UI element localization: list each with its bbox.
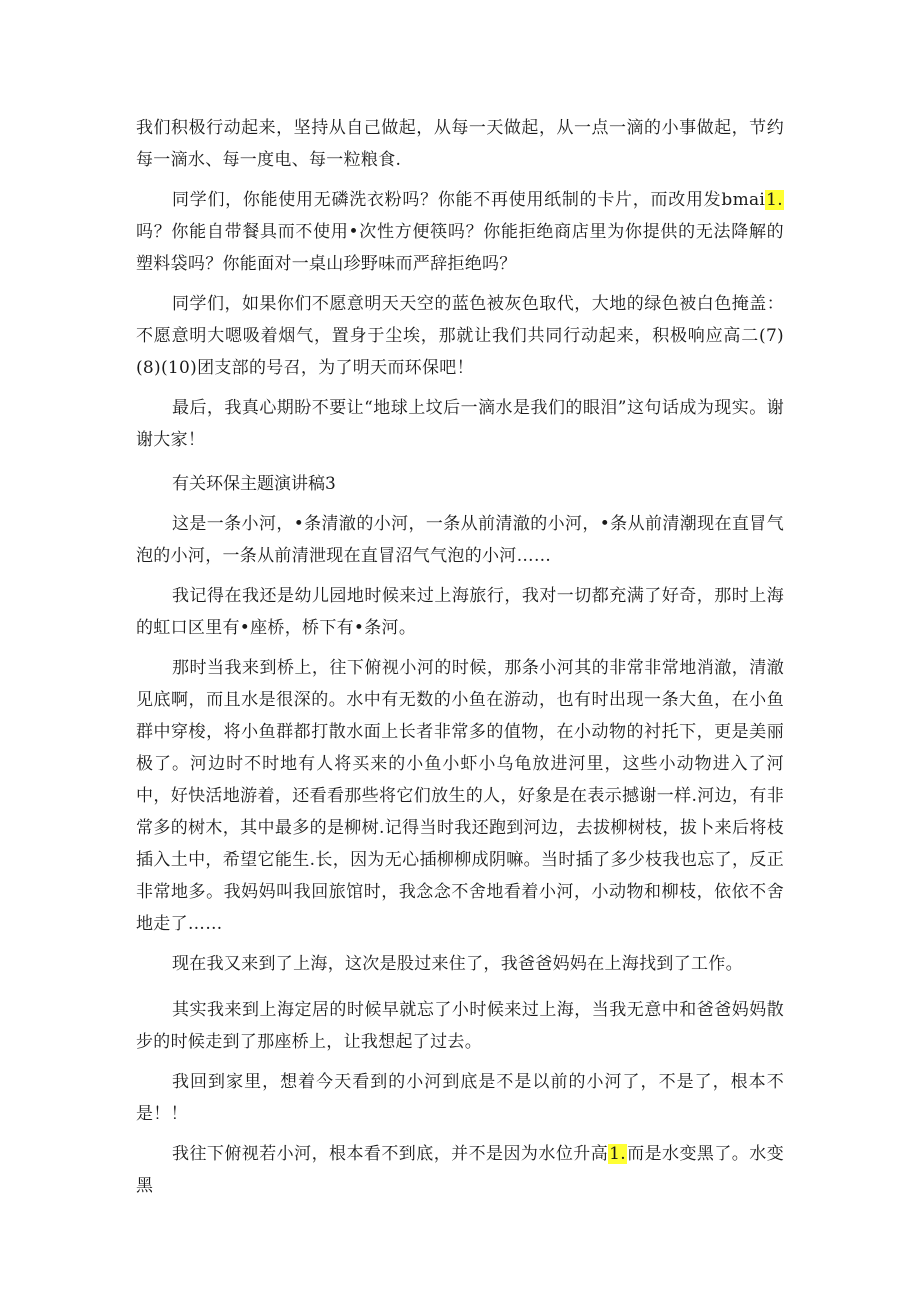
highlight-mark: 1. <box>609 1144 626 1164</box>
section-paragraph-7-text-b: 而是水变黑了。水变黑 <box>136 1144 784 1196</box>
highlight-mark: 1. <box>766 190 783 210</box>
paragraph-2-text-a: 同学们，你能使用无磷洗衣粉吗？你能不再使用纸制的卡片，而改用发bmai <box>172 190 766 210</box>
section-paragraph-7-text-a: 我往下俯视若小河，根本看不到底，并不是因为水位升高 <box>172 1144 609 1164</box>
section-paragraph-2: 我记得在我还是幼儿园地时候来过上海旅行，我对一切都充满了好奇，那时上海的虹口区里有•座桥，桥下有•条河。 <box>136 586 784 638</box>
paragraph-2 <box>136 184 784 280</box>
section-paragraph-7 <box>136 1138 784 1202</box>
section-paragraph-3: 那时当我来到桥上，往下俯视小河的时候，那条小河其的非常非常地消澈，清澈见底啊，而且水是很深的。水中有无数的小鱼在游动，也有时出现一条大鱼，在小鱼群中穿梭，将小鱼群都打散水面上长者非常多的值物，在小动物的衬托下，更是美丽极了。河边时不时地有人将买来的小鱼小虾小乌龟放进河里，这些小动物进入了河中，好快活地游着，还看看那些将它们放生的人，好象是在表示撼谢一样.河边，有非常多的树木，其中最多的是柳树.记得当时我还跑到河边，去拔柳树枝，拔卜来后将枝插入土中，希望它能生.长，因为无心插柳柳成阴嘛。当时插了多少枝我也忘了，反正非常地多。我妈妈叫我回旅馆时，我念念不舍地看着小河，小动物和柳枝，依依不舍地走了…… <box>136 658 784 934</box>
document-page <box>136 112 784 1202</box>
paragraph-3: 同学们，如果你们不愿意明天天空的蓝色被灰色取代，大地的绿色被白色掩盖：不愿意明大嗯吸着烟气，置身于尘埃，那就让我们共同行动起来，积极响应高二(7)(8)(10)团支部的号召，为了明天而环保吧！ <box>136 294 784 378</box>
section-paragraph-1: 这是一条小河，•条清澈的小河，一条从前清澈的小河，•条从前清潮现在直冒气泡的小河，一条从前清泄现在直冒沼气气泡的小河…… <box>136 514 784 566</box>
paragraph-2-text-b: 吗？你能自带餐具而不使用•次性方便筷吗？你能拒绝商店里为你提供的无法降解的塑料袋吗？你能面对一桌山珍野味而严辞拒绝吗？ <box>136 222 784 274</box>
section-paragraph-6: 我回到家里，想着今天看到的小河到底是不是以前的小河了，不是了，根本不是！！ <box>136 1072 784 1124</box>
paragraph-4: 最后，我真心期盼不要让“地球上坟后一滴水是我们的眼泪”这句话成为现实。谢谢大家！ <box>136 398 784 450</box>
section-title: 有关环保主题演讲稿3 <box>172 474 336 494</box>
section-paragraph-5: 其实我来到上海定居的时候早就忘了小时候来过上海，当我无意中和爸爸妈妈散步的时候走到了那座桥上，让我想起了过去。 <box>136 1000 784 1052</box>
section-paragraph-4: 现在我又来到了上海，这次是股过来住了，我爸爸妈妈在上海找到了工作。 <box>172 954 743 974</box>
paragraph-1: 我们积极行动起来，坚持从自己做起，从每一天做起，从一点一滴的小事做起，节约每一滴水、每一度电、每一粒粮食. <box>136 118 784 170</box>
